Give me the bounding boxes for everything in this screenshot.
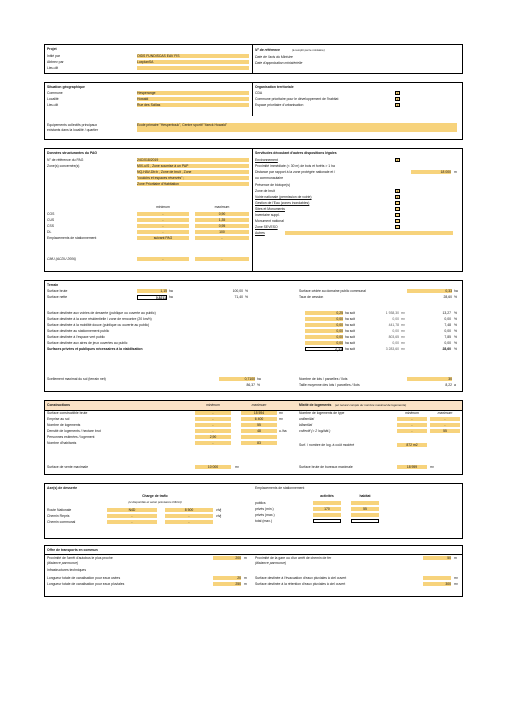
terrain-row-m2: 3 283,60 [385,347,399,351]
cos-max[interactable]: 0,90 [195,212,249,216]
section-terrain [44,280,463,392]
cedee-unit: ha [454,289,458,293]
stat-min[interactable]: suivant PAG [137,236,189,240]
terrain-row-label: Surface destinée aux voiries de desserte (publique ou ouverte au public) [47,311,156,315]
gare-value[interactable]: 50 [423,556,451,560]
prox-bus-label: Proximité de l'arrêt d'autobus le plus proche [47,556,113,560]
localite-label: Localité [47,97,59,101]
seveso-label: Zone SEVESO [255,225,278,229]
dl-min[interactable]: - [137,230,189,234]
cons-row-max[interactable] [241,435,277,439]
pag-max-label: maximum [214,205,230,209]
projet-lieu-value[interactable] [137,66,249,70]
habitat-label: habitat [359,494,371,498]
cmu-max[interactable]: - [195,257,249,261]
taux-value: 28,60 [443,295,452,299]
dist-value[interactable]: 18 000 [411,170,451,174]
inv-label: Inventaire suppl. [255,213,280,217]
cos-min[interactable]: - [137,212,189,216]
terrain-row-ha-soit: ha soit [345,311,355,315]
transports-title: Offre de transports en commun [47,548,98,552]
pag-title: Données structurantes du PAG [47,151,98,155]
terrain-row-m2: 0,00 [392,317,399,321]
pluv-unit: m [244,582,247,586]
coll-max[interactable]: 55 [430,429,460,433]
publics-activ[interactable] [313,501,341,505]
usees-value[interactable]: 20 [213,576,241,580]
lieudit-value[interactable]: Rue des Scillas [137,103,249,107]
brute-pct-unit: % [245,289,249,293]
abbrev-label: Abbrev par [47,60,64,64]
prox-label: Proximité immédiate (< 30 m) de bois et forêts > 1 ha [255,164,335,168]
terrain-row-ha[interactable]: 0,00 [305,335,343,339]
cons-row-label: Densité de logements / hectare brut [47,429,101,433]
terrain-row-label: Surface destinée aux aires de jeux ouvertes au public [47,341,128,345]
serv-title: Servitudes découlant d'autres dispositions légales [255,151,337,155]
axe-row-unit: vh/j [216,508,222,512]
initie-label: Initié par [47,54,61,58]
prives-max-habitat[interactable] [351,513,379,517]
terrain-row-ha-soit: ha soit [345,335,355,339]
terrain-row-pct-unit: % [454,341,458,345]
cus-max[interactable]: 1,35 [195,218,249,222]
axe-row-label: Chemin communal [47,520,76,524]
terrain-row-label: Surfaces privées et publiques nécessaires à la viabilisation [47,347,143,351]
taux-unit: % [454,295,458,299]
nbr-type-label: Nombre de logements de type [299,411,345,415]
eau-check[interactable] [395,201,400,205]
axe-row-name[interactable]: - [107,520,157,524]
terrain-row-ha-soit: ha soit [345,341,355,345]
nette-value[interactable]: 0,8211 [137,295,167,300]
unif-min[interactable]: - [397,417,427,421]
cons-row-min[interactable]: 2,90 [195,435,231,439]
dl-max[interactable]: 100 [195,230,249,234]
evac-unit: m² [454,576,458,580]
terrain-row-label: Surface destinée à l'espace vert public [47,335,105,339]
cons-row-label: Nombre de logements [47,423,81,427]
zone-1[interactable]: MIX-u/S , Zone soumise à un PAP [137,164,249,168]
section-situation [44,82,463,140]
bureaux-label: Surface brute de bureaux maximale [299,465,353,469]
terrain-row-ha[interactable]: 0,00 [305,317,343,321]
taille-value: 8,22 [445,383,452,387]
cons-row-label: Nombre d'habitants [47,441,77,445]
scell-label: Scellement maximal du sol (terrain net) [47,377,106,381]
terrain-row-label: Surface destinée au stationnement public [47,329,110,333]
cons-row-max[interactable]: 15 594 [241,411,277,415]
gare-unit: m [454,556,457,560]
terrain-row-pct: 13,27 [442,311,451,315]
commune-value[interactable]: Hesperange [137,91,249,95]
terrain-row-pct: 7,48 [444,323,451,327]
ret-label: Surface destinée à la rétention d'eaux pluviales à ciel ouvert [255,582,346,586]
date-approbation: Date d'approbation ministérielle [255,61,303,65]
nette-label: Surface nette [47,295,68,299]
bureaux-unit: m² [430,465,434,469]
axe-row-name[interactable]: N4D [107,508,157,512]
axe-row-value[interactable]: - [165,520,213,524]
pag-min-label: minimum [156,205,170,209]
commune-prio-label: Commune prioritaire pour le développement de l'habitat [255,97,339,101]
usees-unit: m [244,576,247,580]
mix-min-label: minimum [405,411,419,415]
section-pag [44,148,463,272]
terrain-row-ha[interactable]: 0,00 [305,329,343,333]
axe-row-value[interactable]: - [165,514,213,518]
gare-note: (distance parcourue) [255,561,287,565]
commune-label: Commune [47,91,63,95]
nette-pct-unit: % [245,295,249,299]
lots-label: Nombre de lots / parcelles / îlots [299,377,348,381]
autres-label: Autres [255,231,265,235]
terrain-row-ha[interactable]: 0,00 [305,341,343,345]
terrain-row-pct: 28,60 [442,347,451,351]
equip-value[interactable]: Ecole primaire "Hesperbouk", Centre sportif "Itzeck Howald" [137,123,457,132]
terrain-row-pct: 0,00 [444,341,451,345]
charge-title: Charge de trafic [142,494,168,498]
vente-label: Surface de vente maximale [47,465,89,469]
terrain-row-pct-unit: % [454,323,458,327]
equip-label: Equipements collectifs principaux [47,123,98,127]
cons-row-min[interactable]: - [195,417,231,421]
charge-note: (si disponible et selon prévisions P&CH) [128,500,182,504]
commune-prio-check[interactable]: x [396,97,399,101]
axe-row-value[interactable]: 8 500 [165,508,213,512]
section-axes [44,483,463,539]
situation-title: Situation géographique [47,85,85,89]
ref-label: N° de référence [255,48,280,52]
prives-max-activ[interactable] [313,513,341,517]
cons-max-label: maximum [251,403,267,407]
zone-3[interactable]: "couloirs et espaces réservés" ; [137,176,249,180]
terrain-row-m2-unit: m² [401,341,405,345]
vente-value[interactable]: 10 000 [195,465,231,469]
bio-label: Présence de biotope(s) [255,183,291,187]
terrain-title: Terrain [47,283,59,287]
gare-label: Proximité de la gare ou d'un arrêt de chemin de fer [255,556,332,560]
espace-prio-check[interactable]: x [396,103,399,107]
cmu-min[interactable]: - [137,257,189,261]
total-label: total (max.) [255,519,272,523]
evac-value[interactable] [423,576,451,580]
css-max[interactable]: 0,95 [195,224,249,228]
projet-title: Projet [47,47,57,51]
axe-row-label: Route Nationale [47,508,72,512]
cons-row-min[interactable]: - [195,429,231,433]
cons-row-unit: m² [279,411,283,415]
cons-row-unit: u./ha [279,429,287,433]
stat-title: Emplacements de stationnement [255,486,305,490]
cons-row-max[interactable]: 83 [241,441,277,445]
terrain-row-pct-unit: % [454,329,458,333]
mon-check[interactable] [395,219,400,223]
abbrev-value[interactable]: LuxplanSA [137,60,249,64]
bif-min[interactable]: - [397,423,427,427]
pluv-label: Longueur totale de canalisation pour eaux pluviales [47,582,125,586]
org-title: Organisation territoriale [255,85,294,89]
brute-unit: ha [169,289,173,293]
cons-row-max[interactable]: 6 400 [241,417,277,421]
cons-row-min[interactable]: - [195,411,231,415]
env-label: Environnement [255,158,278,162]
stat-label: Emplacements de stationnement [47,236,97,240]
terrain-row-pct: 7,85 [444,335,451,339]
coll-min[interactable]: - [397,429,427,433]
mon-label: Monument national [255,219,284,223]
bif-max[interactable]: - [430,423,460,427]
terrain-row-m2: 0,00 [392,341,399,345]
terrain-row-ha-soit: ha soit [345,323,355,327]
css-min[interactable]: - [137,224,189,228]
prives-min-habitat[interactable]: 55 [351,507,379,511]
terrain-row-ha: 0,33 [305,347,343,351]
bif-label: bifamilial [299,423,313,427]
inv-check[interactable] [395,213,400,217]
cedee-label: Surface cédée au domaine public communal [299,289,366,293]
cda-label: CDA [255,91,263,95]
prox-bus-value[interactable]: 200 [213,556,241,560]
initie-value[interactable]: OIDS FUNDISCAS EAV FIS [137,54,249,58]
pag-ref-value[interactable]: 24C/018/2019 [137,158,249,162]
axe-row-label: Chemin Repris [47,514,70,518]
cons-row-label: Emprise au sol [47,417,70,421]
infra-title: Infrastructures techniques [47,568,87,572]
pag-ref-label: N° de référence du PAG [47,158,84,162]
cos-label: COS [47,212,55,216]
terrain-row-label: Surface destinée à la zone résidentielle / zone de rencontre (20 km/h) [47,317,152,321]
constructions-title: Constructions [47,403,70,407]
cda-check[interactable]: x [396,91,399,95]
terrain-row-pct: 0,00 [444,317,451,321]
seveso-check[interactable] [395,225,400,229]
coll-label: collectif (> 2 log/bât.) [299,429,331,433]
axes-title: Axe(s) de desserte [47,486,78,490]
activ-label: activités [320,494,334,498]
nette-pct: 71,40 [234,295,243,299]
mixite-title: Mixité de logements [299,403,332,407]
terrain-row-m2: 1 938,30 [385,311,399,315]
css-label: CSS [47,224,54,228]
prox-bus-note: (distance parcourue) [47,561,79,565]
dist-label-2: ou communautaire [255,176,284,180]
terrain-row-ha-soit: ha soit [345,329,355,333]
terrain-row-m2-unit: m² [401,323,405,327]
taille-unit: a [454,383,456,387]
ret-unit: m² [454,582,458,586]
section-constructions [44,400,463,475]
ret-value[interactable]: 300 [423,582,451,586]
prives-min-activ[interactable]: 170 [313,507,341,511]
total-habitat [351,519,379,523]
axe-row-unit: vh/j [216,514,222,518]
scell-unit: ha [257,377,261,381]
nette-unit: ha [169,295,173,299]
sites-check[interactable] [395,207,400,211]
terrain-row-pct-unit: % [454,317,458,321]
brute-pct: 100,00 [232,289,243,293]
evac-label: Surface destinée à l'évacuation d'eaux pluviales à ciel ouvert [255,576,347,580]
autres-value[interactable] [285,231,453,235]
terrain-row-ha-soit: ha soit [345,317,355,321]
publics-habitat[interactable] [351,501,379,505]
dl-label: DL [47,230,52,234]
ref-note: (à remplir par le ministère) [292,48,325,52]
vente-unit: m² [235,465,239,469]
publics-label: publics [255,501,266,505]
unif-max[interactable]: - [430,417,460,421]
bruit-label: Zone de bruit [255,189,275,193]
cedee-value[interactable]: 0,33 [407,289,452,293]
axe-row-name[interactable]: - [107,514,157,518]
terrain-row-m2-unit: m² [401,347,405,351]
cus-label: CUS [47,218,55,222]
terrain-row-pct-unit: % [454,335,458,339]
terrain-row-pct-unit: % [454,347,458,351]
bruit-check[interactable]: x [396,189,399,193]
prox-bus-unit: m [244,556,247,560]
env-check[interactable]: x [396,158,399,162]
terrain-row-pct-unit: % [454,311,458,315]
sites-label: Sites et Monuments [255,207,285,211]
section-transports [44,545,463,597]
projet-lieu-label: Lieu-dit [47,66,59,70]
terrain-row-ha-soit: ha soit [345,347,355,351]
localite-value[interactable]: Howald [137,97,249,101]
mixite-note: (en tenant compte du nombre maximal de logements) [335,403,407,407]
terrain-row-m2-unit: m² [401,317,405,321]
cons-row-max[interactable]: 55 [241,423,277,427]
zone-2[interactable]: NQ-HAV-Db:b , Zone de bruit , Zone [137,170,249,174]
dist-label: Distance par rapport à la zone protégée nationale et / [255,170,336,174]
brute-value[interactable]: 1,15 [137,289,167,293]
dist-unit: m [454,170,457,174]
mix-max-label: maximum [437,411,453,415]
equip-label-2: existants dans la localité / quartier [47,128,99,132]
cons-row-label: Surface constructible brute [47,411,88,415]
cmu-label: CMU (ACDU 2006) [47,257,77,261]
terrain-row-m2: 0,00 [392,329,399,333]
usees-label: Longueur totale de canalisation pour eaux usées [47,576,121,580]
prives-max-label: privés (max.) [255,513,275,517]
cons-row-label: Personnes estimées / logement [47,435,95,439]
eau-label: Gestion de l'Eau (zones inondables) [255,201,310,205]
terrain-row-m2: 441,78 [388,323,399,327]
lots-value[interactable]: 30 [407,377,452,381]
terrain-row-m2-unit: m² [401,311,405,315]
cons-row-unit: m² [279,417,283,421]
terrain-row-m2: 803,65 [388,335,399,339]
stat-max[interactable]: - [195,236,249,240]
prives-min-label: privés (min.) [255,507,274,511]
total-activ [313,519,341,523]
surf-log-value[interactable]: 872 m2 [397,443,427,447]
voirie-check[interactable]: x [396,195,399,199]
scell-pct-unit: % [257,383,261,387]
taux-label: Taux de cession [299,295,324,299]
surf-log-label: Surf. / nombre de log. à coût modéré [299,443,355,447]
date-ministre: Date de l'avis du Ministre [255,55,293,59]
zone-label: Zone(s) concernée(s) [47,164,80,168]
terrain-row-ha[interactable]: 0,25 [305,311,343,315]
terrain-row-m2-unit: m² [401,329,405,333]
pluv-value[interactable]: 250 [213,582,241,586]
voirie-label: Voirie nationale (permission de voirie) [255,195,312,199]
brute-label: Surface brute [47,289,68,293]
cus-min[interactable]: - [137,218,189,222]
zone-4[interactable]: Zone Prioritaire d'Habitation [137,182,249,186]
taille-label: Taille moyenne des lots / parcelles / îlots [299,383,360,387]
espace-prio-label: Espace prioritaire d'urbanisation [255,103,304,107]
cons-row-min[interactable]: - [195,423,231,427]
scell-pct: 86,37 [246,383,255,387]
cons-row-max[interactable]: 48 [241,429,277,433]
cons-min-label: minimum [206,403,220,407]
bureaux-value[interactable]: 18 959 [397,465,427,469]
scell-value[interactable]: 0,7100 [219,377,255,381]
cons-row-min[interactable]: - [195,441,231,445]
lieudit-label: Lieu-dit [47,103,59,107]
terrain-row-label: Surface destinée à la mobilité douce (publique ou ouverte au public) [47,323,150,327]
terrain-row-m2-unit: m² [401,335,405,339]
terrain-row-pct: 0,00 [444,329,451,333]
unif-label: unifamilial [299,417,315,421]
section-projet [44,44,463,74]
terrain-row-ha[interactable]: 0,00 [305,323,343,327]
